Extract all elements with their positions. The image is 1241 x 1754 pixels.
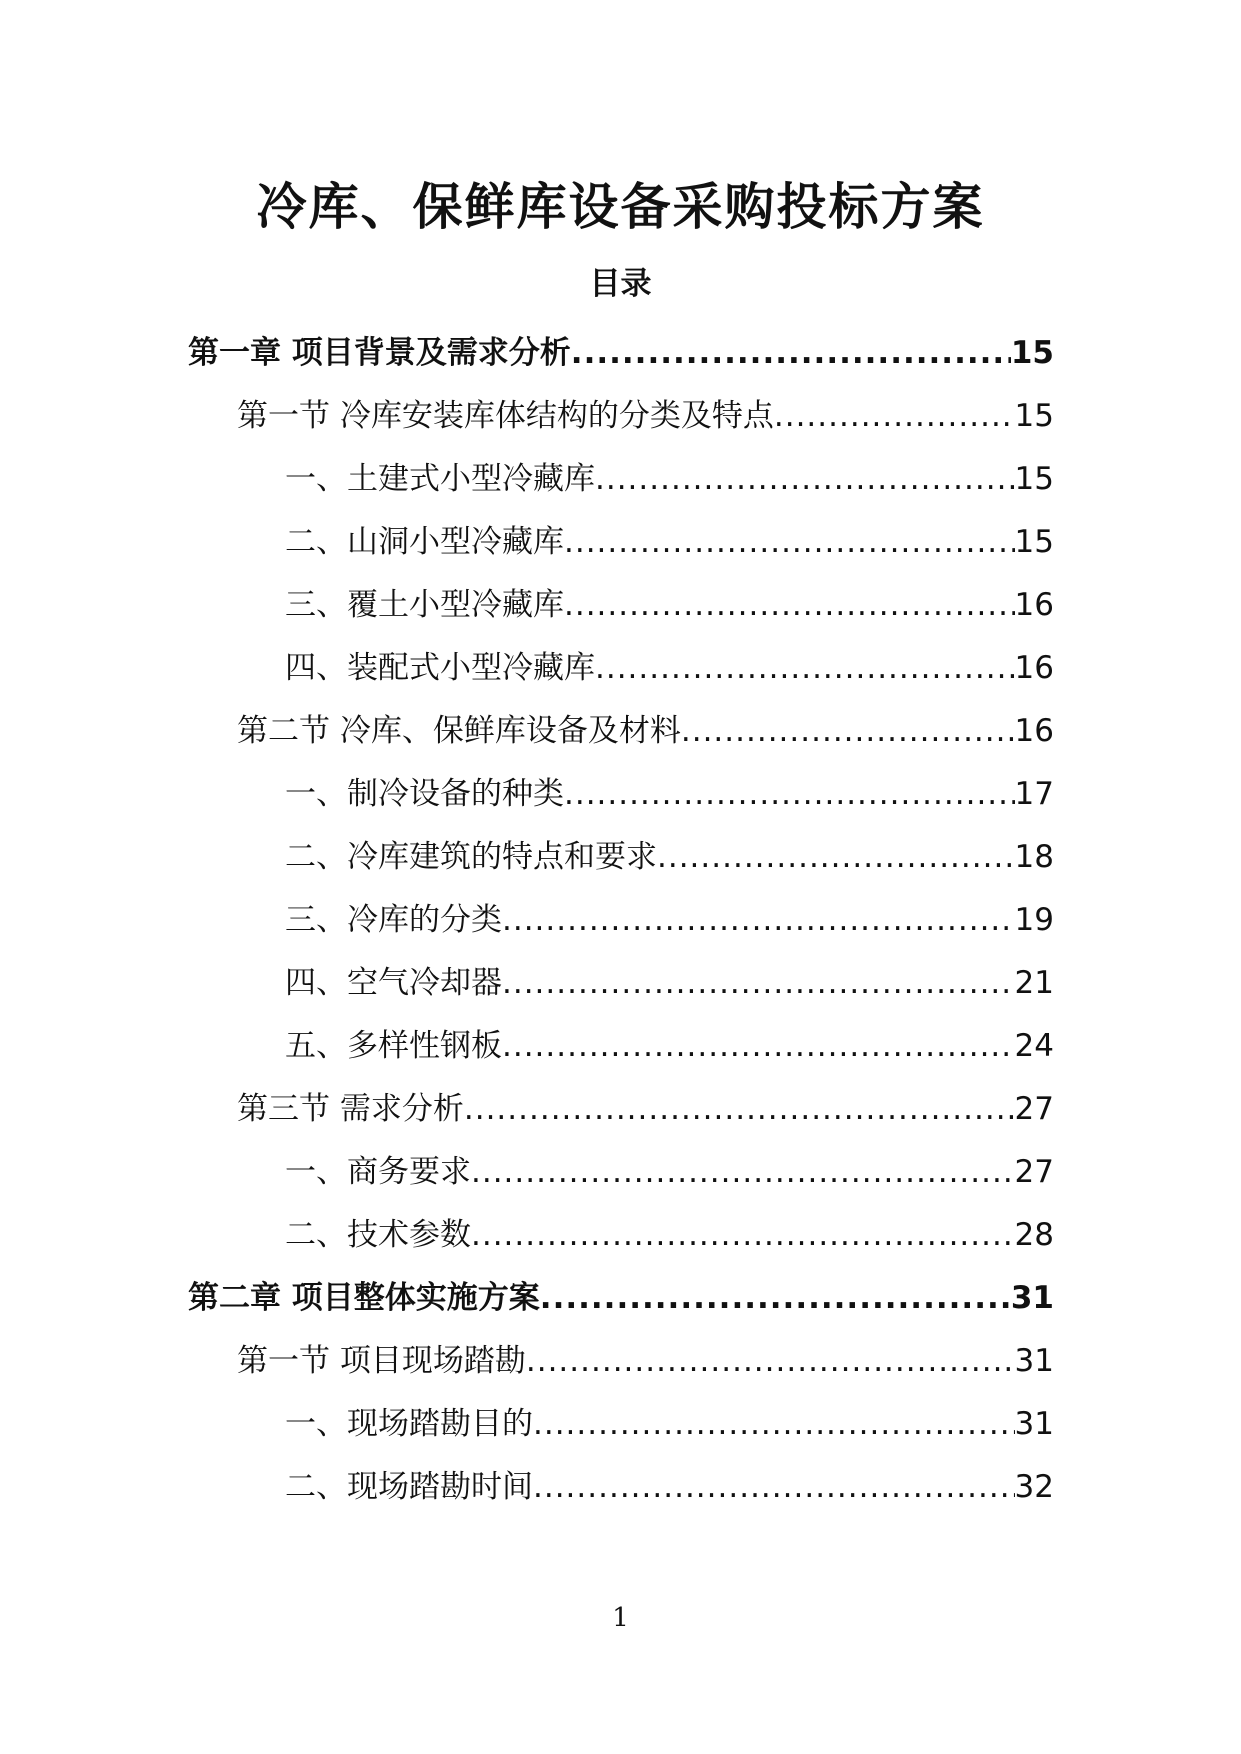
toc-entry-page: 16 xyxy=(1014,713,1054,749)
toc-entry-label: 第一节 项目现场踏勘 xyxy=(237,1343,526,1379)
toc-dot-leader xyxy=(657,834,1015,880)
toc-entry-label: 一、现场踏勘目的 xyxy=(285,1406,533,1442)
toc-entry-label: 一、土建式小型冷藏库 xyxy=(285,461,595,497)
toc-dot-leader xyxy=(502,960,1015,1006)
toc-entry-label: 三、覆土小型冷藏库 xyxy=(285,587,564,623)
toc-entry-page: 15 xyxy=(1014,524,1054,560)
toc-entry-page: 18 xyxy=(1014,839,1054,875)
toc-dot-leader xyxy=(471,1149,1015,1195)
toc-entry-section[interactable] xyxy=(237,708,1054,754)
toc-entry-page: 27 xyxy=(1014,1154,1054,1190)
toc-entry-label: 第二节 冷库、保鲜库设备及材料 xyxy=(237,713,681,749)
document-title: 冷库、保鲜库设备采购投标方案 xyxy=(256,178,985,236)
toc-entry-page: 17 xyxy=(1014,776,1054,812)
toc-dot-leader xyxy=(471,1212,1015,1258)
toc-entry-page: 15 xyxy=(1010,335,1054,371)
toc-entry-page: 21 xyxy=(1014,965,1054,1001)
toc-entry-label: 第三节 需求分析 xyxy=(237,1091,464,1127)
toc-entry-chapter[interactable] xyxy=(188,1275,1054,1321)
toc-entry-page: 24 xyxy=(1014,1028,1054,1064)
toc-entry-page: 32 xyxy=(1014,1469,1054,1505)
toc-entry-subsection[interactable] xyxy=(285,1464,1054,1510)
toc-entry-page: 28 xyxy=(1014,1217,1054,1253)
toc-heading: 目录 xyxy=(589,266,652,302)
toc-entry-subsection[interactable] xyxy=(285,834,1054,880)
toc-entry-page: 31 xyxy=(1010,1280,1054,1316)
toc-entry-subsection[interactable] xyxy=(285,771,1054,817)
toc-entry-subsection[interactable] xyxy=(285,960,1054,1006)
toc-entry-section[interactable] xyxy=(237,1338,1054,1384)
toc-entry-label: 第二章 项目整体实施方案 xyxy=(188,1280,540,1316)
toc-entry-page: 31 xyxy=(1014,1343,1054,1379)
toc-entry-page: 15 xyxy=(1014,398,1054,434)
toc-entry-label: 二、冷库建筑的特点和要求 xyxy=(285,839,657,875)
toc-entry-subsection[interactable] xyxy=(285,1149,1054,1195)
toc-entry-subsection[interactable] xyxy=(285,897,1054,943)
toc-dot-leader xyxy=(533,1464,1015,1510)
toc-dot-leader xyxy=(464,1086,1015,1132)
toc-entry-label: 第一章 项目背景及需求分析 xyxy=(188,335,571,371)
toc-entry-label: 二、现场踏勘时间 xyxy=(285,1469,533,1505)
toc-dot-leader xyxy=(526,1338,1015,1384)
toc-dot-leader xyxy=(502,897,1015,943)
toc-entry-page: 19 xyxy=(1014,902,1054,938)
toc-entry-label: 二、技术参数 xyxy=(285,1217,471,1253)
toc-entry-page: 15 xyxy=(1014,461,1054,497)
toc-dot-leader xyxy=(595,456,1015,502)
toc-dot-leader xyxy=(595,645,1015,691)
toc-dot-leader xyxy=(540,1275,1011,1321)
toc-entry-subsection[interactable] xyxy=(285,1212,1054,1258)
toc-dot-leader xyxy=(571,330,1011,376)
toc-dot-leader xyxy=(564,582,1015,628)
toc-entry-label: 一、制冷设备的种类 xyxy=(285,776,564,812)
toc-entry-section[interactable] xyxy=(237,393,1054,439)
toc-entry-page: 16 xyxy=(1014,587,1054,623)
toc-entry-subsection[interactable] xyxy=(285,1401,1054,1447)
toc-entry-subsection[interactable] xyxy=(285,645,1054,691)
toc-entry-page: 27 xyxy=(1014,1091,1054,1127)
toc-entry-label: 四、空气冷却器 xyxy=(285,965,502,1001)
toc-dot-leader xyxy=(564,519,1015,565)
toc-entry-page: 16 xyxy=(1014,650,1054,686)
page-number: 1 xyxy=(612,1603,629,1633)
toc-entry-subsection[interactable] xyxy=(285,519,1054,565)
toc-dot-leader xyxy=(502,1023,1015,1069)
toc-entry-chapter[interactable] xyxy=(188,330,1054,376)
toc-dot-leader xyxy=(533,1401,1015,1447)
toc-entry-subsection[interactable] xyxy=(285,1023,1054,1069)
toc-entry-label: 四、装配式小型冷藏库 xyxy=(285,650,595,686)
toc-entry-subsection[interactable] xyxy=(285,582,1054,628)
toc-entry-label: 一、商务要求 xyxy=(285,1154,471,1190)
toc-entry-label: 三、冷库的分类 xyxy=(285,902,502,938)
toc-entry-page: 31 xyxy=(1014,1406,1054,1442)
toc-entry-subsection[interactable] xyxy=(285,456,1054,502)
toc-dot-leader xyxy=(774,393,1015,439)
toc-entry-label: 第一节 冷库安装库体结构的分类及特点 xyxy=(237,398,774,434)
toc-entry-section[interactable] xyxy=(237,1086,1054,1132)
toc-dot-leader xyxy=(681,708,1015,754)
toc-entry-label: 五、多样性钢板 xyxy=(285,1028,502,1064)
toc-entry-label: 二、山洞小型冷藏库 xyxy=(285,524,564,560)
toc-dot-leader xyxy=(564,771,1015,817)
